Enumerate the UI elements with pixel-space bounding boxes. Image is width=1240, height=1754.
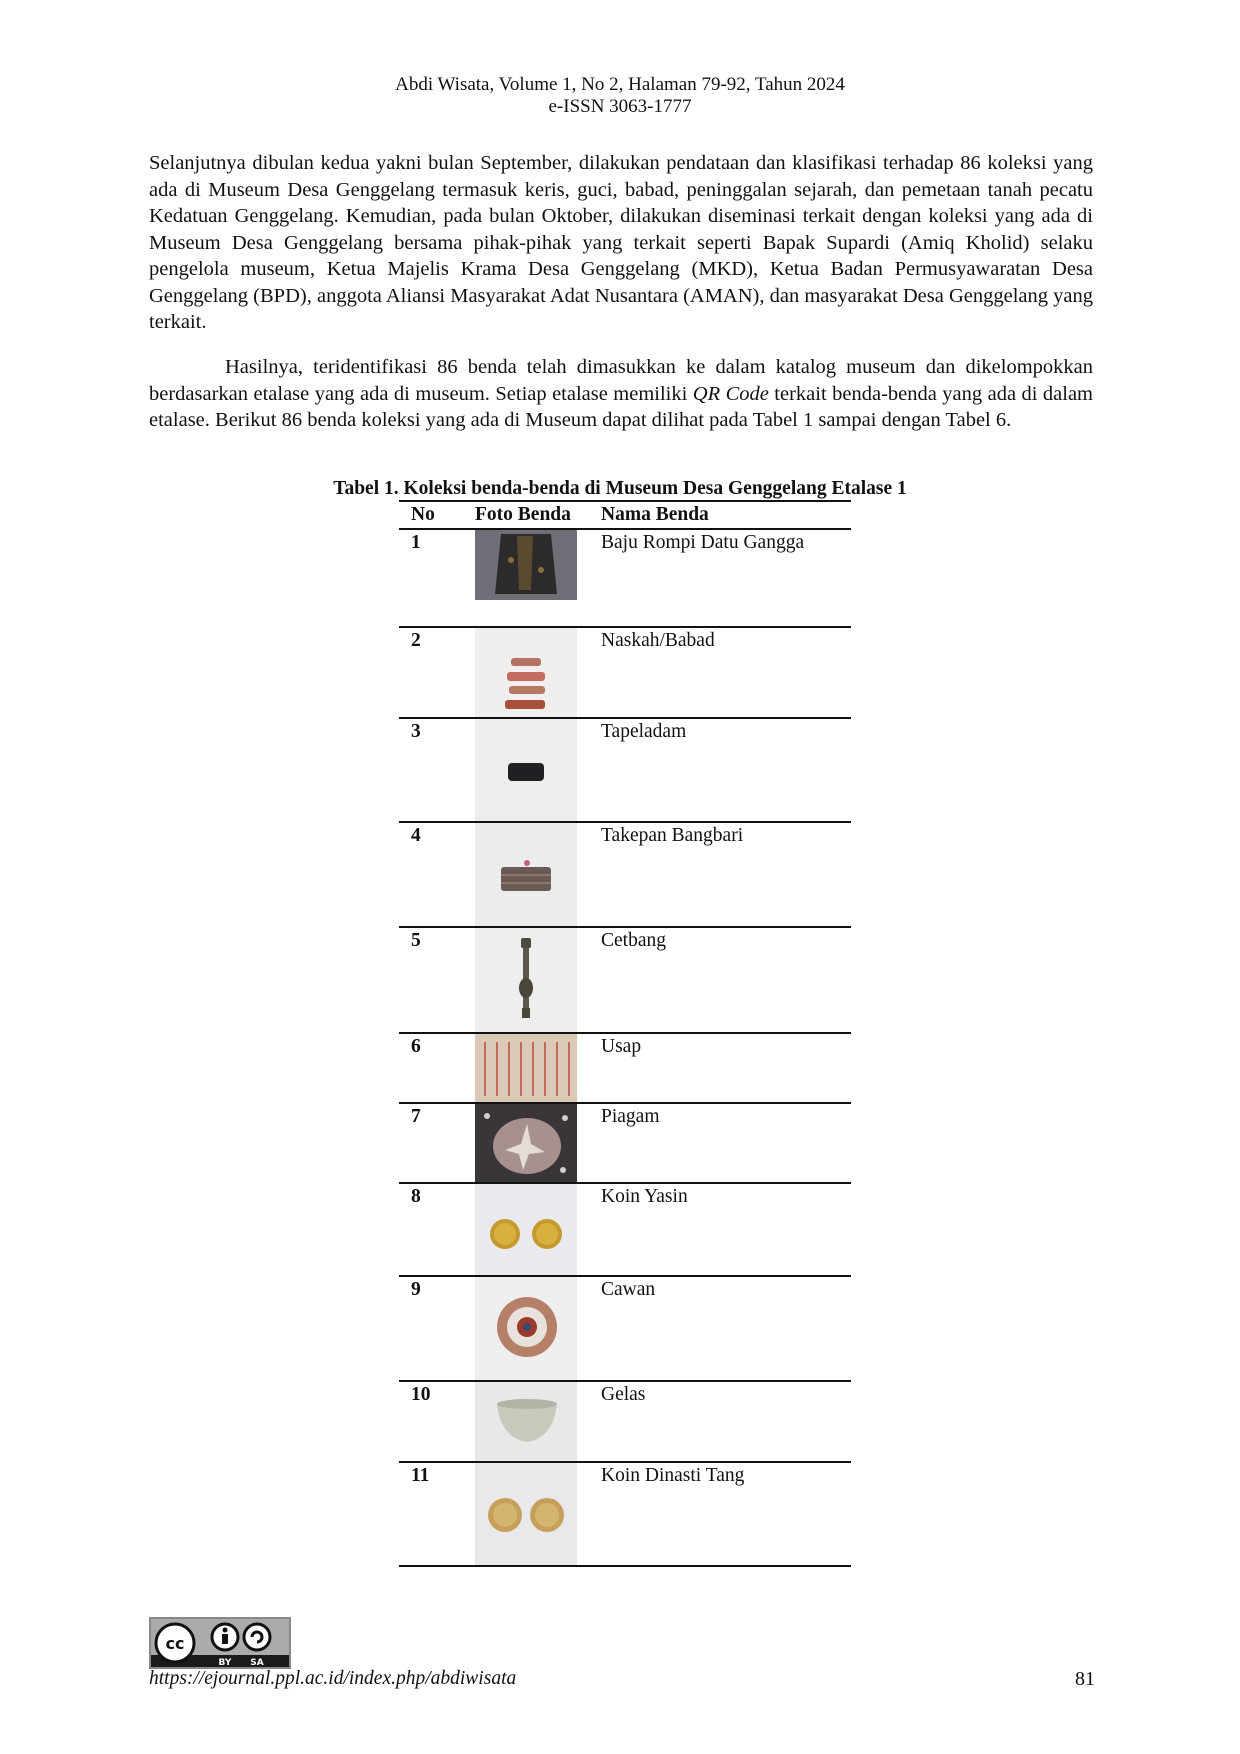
row-number: 2 — [399, 627, 475, 718]
cc-license-icon — [151, 1619, 289, 1667]
table-caption: Tabel 1. Koleksi benda-benda di Museum Desa Genggelang Etalase 1 — [333, 478, 907, 499]
item-name: Koin Yasin — [601, 1183, 851, 1276]
table-row — [399, 1183, 851, 1276]
photo-cawan — [475, 1277, 577, 1380]
table-row — [399, 822, 851, 927]
table-row — [399, 1462, 851, 1566]
row-number: 5 — [399, 927, 475, 1033]
table-row — [399, 1381, 851, 1462]
table-row — [399, 627, 851, 718]
photo-koin-yasin — [475, 1184, 577, 1275]
item-name: Cawan — [601, 1276, 851, 1381]
item-name: Takepan Bangbari — [601, 822, 851, 927]
svg-text:cc: cc — [165, 1634, 185, 1653]
photo-usap — [475, 1034, 577, 1102]
table-row — [399, 1103, 851, 1183]
row-number: 3 — [399, 718, 475, 822]
header-nama: Nama Benda — [601, 501, 851, 529]
header-foto: Foto Benda — [475, 501, 601, 529]
table-row — [399, 927, 851, 1033]
table-row — [399, 1033, 851, 1103]
journal-citation: Abdi Wisata, Volume 1, No 2, Halaman 79-92, Tahun 2024 — [395, 74, 845, 95]
row-number: 6 — [399, 1033, 475, 1103]
row-number: 4 — [399, 822, 475, 927]
item-name: Tapeladam — [601, 718, 851, 822]
row-number: 10 — [399, 1381, 475, 1462]
header-no: No — [399, 501, 475, 529]
item-name: Baju Rompi Datu Gangga — [601, 529, 851, 627]
row-number: 11 — [399, 1462, 475, 1566]
paragraph-2-part-b: terkait benda-benda yang ada di dalam etalase. Berikut 86 benda koleksi yang ada di Museum dapat dilihat pada Tabel 1 sampai dengan Tabel 6. — [149, 382, 1094, 431]
photo-piagam — [475, 1104, 577, 1182]
table-header-row — [399, 501, 851, 529]
table-row — [399, 1276, 851, 1381]
collection-table — [399, 500, 851, 1567]
photo-cetbang — [475, 928, 577, 1032]
page-number: 81 — [1075, 1668, 1095, 1690]
table-row — [399, 529, 851, 627]
item-name: Usap — [601, 1033, 851, 1103]
body-paragraph-1: Selanjutnya dibulan kedua yakni bulan September, dilakukan pendataan dan klasifikasi terhadap 86 koleksi yang ada di Museum Desa Genggelang termasuk keris, guci, babad, peninggalan sejarah, dan pemetaan tanah pecatu Kedatuan Genggelang. Kemudian, pada bulan Oktober, dilakukan diseminasi terkait dengan koleksi yang ada di Museum Desa Genggelang bersama pihak-pihak yang terkait seperti Bapak Supardi (Amiq Kholid) selaku pengelola museum, Ketua Majelis Krama Desa Genggelang (MKD), Ketua Badan Permusyawaratan Desa Genggelang (BPD), anggota Aliansi Masyarakat Adat Nusantara (AMAN), dan masyarakat Desa Genggelang yang terkait. — [149, 152, 1093, 333]
row-number: 9 — [399, 1276, 475, 1381]
journal-issn: e-ISSN 3063-1777 — [548, 96, 692, 117]
license-sa-label: SA — [250, 1658, 264, 1667]
photo-koin-dinasti-tang — [475, 1463, 577, 1565]
photo-takepan-bangbari — [475, 823, 577, 926]
photo-naskah-babad — [475, 628, 577, 717]
license-by-label: BY — [218, 1658, 232, 1667]
running-header — [0, 74, 1240, 118]
table-row — [399, 718, 851, 822]
row-number: 7 — [399, 1103, 475, 1183]
photo-tapeladam — [475, 719, 577, 821]
item-name: Cetbang — [601, 927, 851, 1033]
row-number: 1 — [399, 529, 475, 627]
item-name: Piagam — [601, 1103, 851, 1183]
body-paragraph-2 — [149, 354, 1093, 434]
paragraph-2-part-a: Hasilnya, teridentifikasi 86 benda telah dimasukkan ke dalam katalog museum dan dikelompokkan berdasarkan etalase yang ada di museum. Setiap etalase memiliki — [149, 356, 1093, 405]
qr-code-term: QR Code — [692, 382, 769, 405]
row-number: 8 — [399, 1183, 475, 1276]
item-name: Koin Dinasti Tang — [601, 1462, 851, 1566]
journal-url[interactable]: https://ejournal.ppl.ac.id/index.php/abdiwisata — [149, 1668, 517, 1689]
item-name: Gelas — [601, 1381, 851, 1462]
photo-baju-rompi — [475, 530, 577, 600]
photo-gelas — [475, 1382, 577, 1461]
item-name: Naskah/Babad — [601, 627, 851, 718]
cc-by-sa-license-badge — [149, 1617, 291, 1669]
